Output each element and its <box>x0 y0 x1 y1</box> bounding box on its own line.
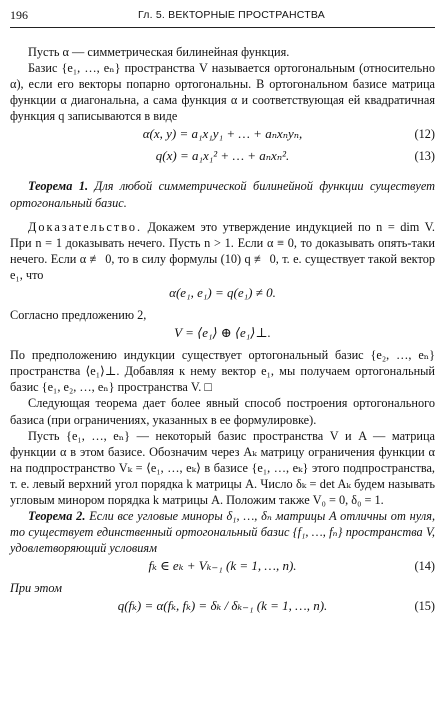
equation-14 <box>10 558 435 578</box>
then-text: При этом <box>10 581 62 596</box>
page-body <box>10 44 435 620</box>
proof-text: Докажем это утверждение индукцией по n = dim V. При n = 1 доказывать нечего. Пусть n > 1. Если α ≡ 0, то доказывать опять-таки нечего. Если α ≢ 0, то в силу формулы (10) q ≢ 0, т. е. существует такой вектор e₁, что <box>10 219 435 282</box>
theorem-2 <box>10 508 435 556</box>
equation-12-number: (12) <box>414 127 435 142</box>
page-header <box>10 6 435 24</box>
proof <box>10 219 435 283</box>
paragraph-orthogonal-basis: Базис {e₁, …, eₙ} пространства V называется ортогональным (относительно α), если его векторы попарно ортогональны. В ортогональном базисе матрица функции α диагональна, а сама функция α и соответствующая ей квадратичная функция q записываются в виде <box>10 61 435 124</box>
theorem-2-text: Если все угловые миноры δ₁, …, δₙ матрицы A отличны от нуля, то существует единственный ортогональный базис {f₁, …, fₙ} пространства V, удовлетворяющий условиям <box>10 509 436 556</box>
equation-v-sum <box>10 325 435 345</box>
equation-v-sum-formula: V = ⟨e₁⟩ ⊕ ⟨e₁⟩⊥. <box>174 325 271 341</box>
theorem-1-label: Теорема 1. <box>28 179 89 194</box>
paragraph-then <box>10 580 435 596</box>
equation-15-number: (15) <box>414 599 435 614</box>
equation-14-number: (14) <box>414 559 435 574</box>
theorem-1 <box>10 178 435 210</box>
theorem-2-label: Теорема 2. <box>28 509 86 524</box>
equation-13-number: (13) <box>414 149 435 164</box>
header-rule <box>10 27 435 28</box>
equation-alpha-formula: α(e₁, e₁) = q(e₁) ≠ 0. <box>169 285 276 301</box>
equation-14-formula: fₖ ∈ eₖ + Vₖ₋₁ (k = 1, …, n). <box>148 558 297 574</box>
paragraph-induction: По предположению индукции существует ортогональный базис {e₂, …, eₙ} пространства ⟨e₁⟩⊥. Добавляя к нему вектор e₁, мы получаем ортогональный базис {e₁, e₂, …, eₙ} пространства V. □ <box>10 348 435 395</box>
paragraph-according: Согласно предложению 2, <box>10 308 147 323</box>
equation-15-formula: q(fₖ) = α(fₖ, fₖ) = δₖ / δₖ₋₁ (k = 1, …, n). <box>117 598 328 614</box>
equation-13-formula: q(x) = a₁x₁² + … + aₙxₙ². <box>155 148 290 164</box>
book-page <box>10 6 436 614</box>
theorem-1-text: Для любой симметрической билинейной функции существует ортогональный базис. <box>10 179 435 210</box>
equation-13 <box>10 148 435 168</box>
equation-alpha <box>10 285 435 305</box>
paragraph-angular-minors: Пусть {e₁, …, eₙ} — некоторый базис пространства V и A — матрица функции α в этом базисе. Обозначим через Aₖ матрицу ограничения функции α на подпространство Vₖ = ⟨e₁, …, eₖ⟩ в базисе {e₁, …, eₖ} этого подпространства, т. е. левый верхний угол порядка k матрицы A. Число δₖ = det Aₖ будем называть угловым минором порядка k матрицы A. Положим также V₀ = 0, δ₀ = 1. <box>10 428 435 507</box>
page-number: 196 <box>10 8 28 22</box>
paragraph-intro: Пусть α — симметрическая билинейная функция. <box>28 45 290 59</box>
equation-12 <box>10 126 435 146</box>
equation-15 <box>10 598 435 618</box>
paragraph-next-theorem: Следующая теорема дает более явный способ построения ортогонального базиса (при ограничениях, указанных в ее формулировке). <box>10 396 435 427</box>
equation-12-formula: α(x, y) = a₁x₁y₁ + … + aₙxₙyₙ, <box>142 126 303 142</box>
running-title: Гл. 5. ВЕКТОРНЫЕ ПРОСТРАНСТВА <box>138 9 325 21</box>
proof-label: Доказательство. <box>28 219 143 234</box>
